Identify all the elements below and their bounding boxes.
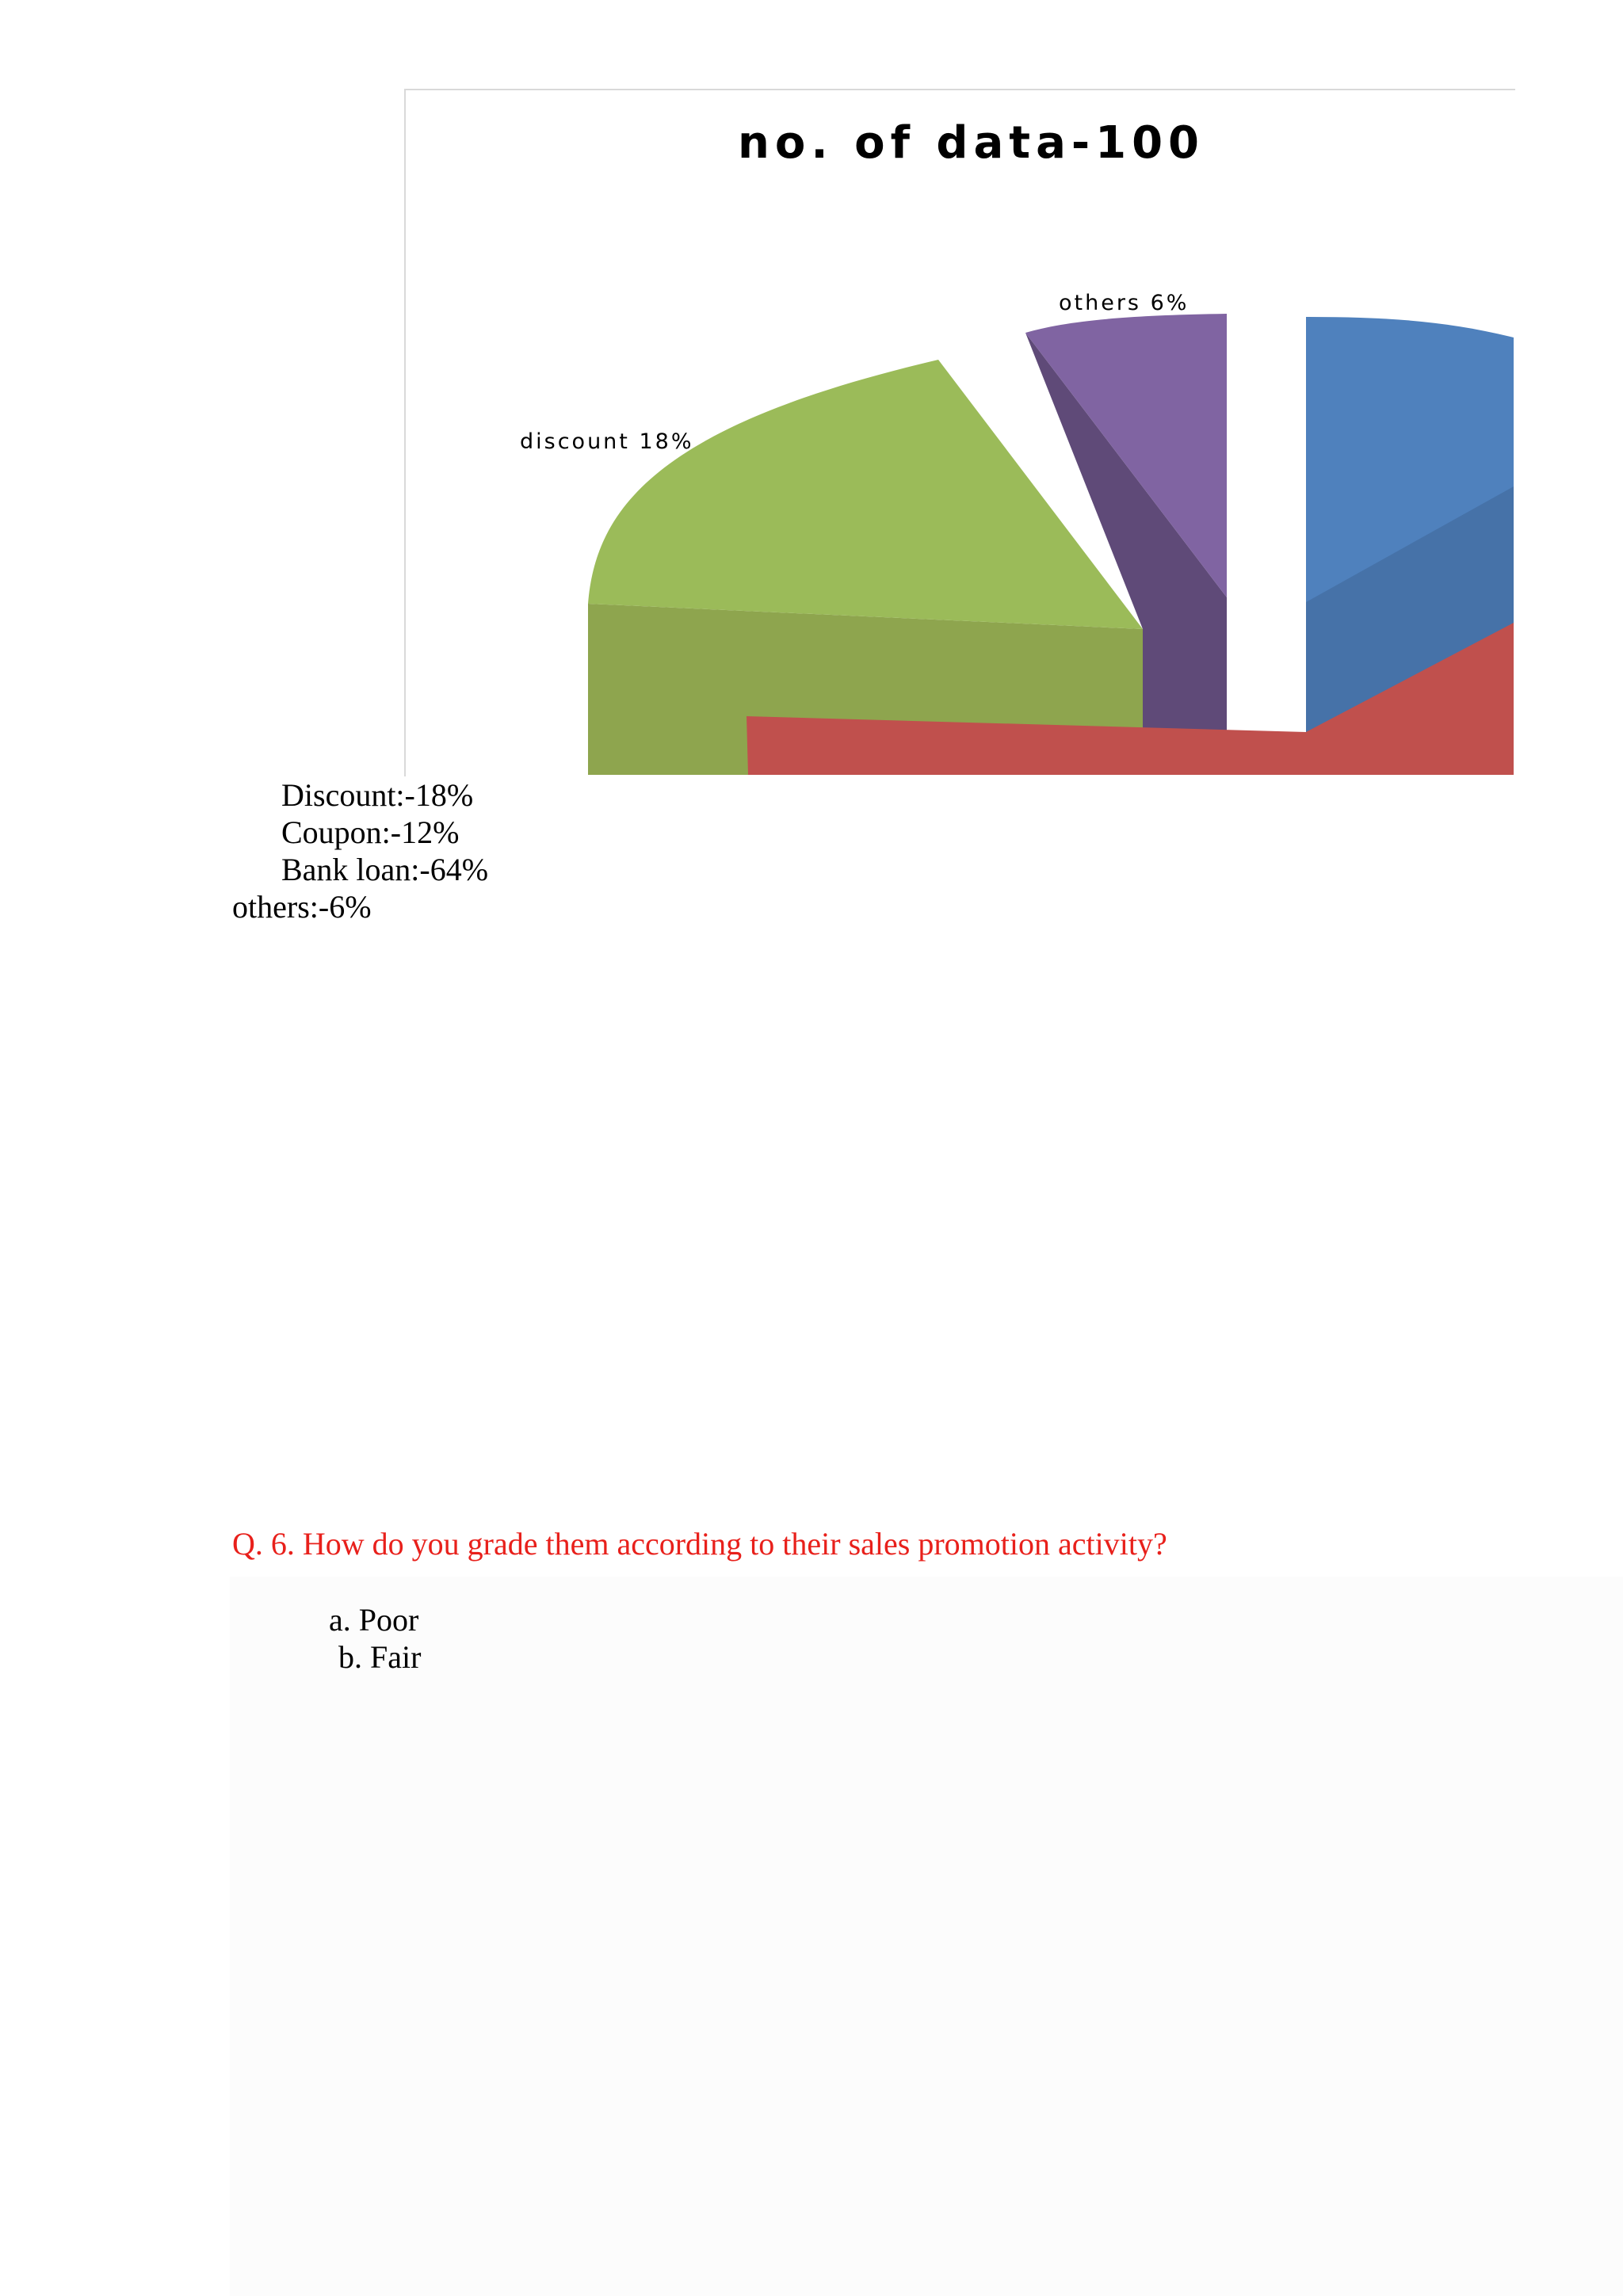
question-heading: Q. 6. How do you grade them according to their sales promotion activity? bbox=[232, 1526, 1167, 1562]
option-fair: b. Fair bbox=[338, 1639, 422, 1675]
summary-line-discount: Discount:-18% bbox=[281, 777, 474, 813]
summary-line-others: others:-6% bbox=[232, 889, 372, 925]
summary-line-bank-loan: Bank loan:-64% bbox=[281, 852, 489, 887]
slice-label-others: others 6% bbox=[1059, 291, 1190, 315]
slice-label-discount: discount 18% bbox=[520, 429, 694, 454]
summary-line-coupon: Coupon:-12% bbox=[281, 814, 460, 850]
option-poor: a. Poor bbox=[329, 1602, 419, 1638]
page-background-panel bbox=[230, 1577, 1623, 2296]
chart-title: no. of data-100 bbox=[737, 117, 1205, 169]
